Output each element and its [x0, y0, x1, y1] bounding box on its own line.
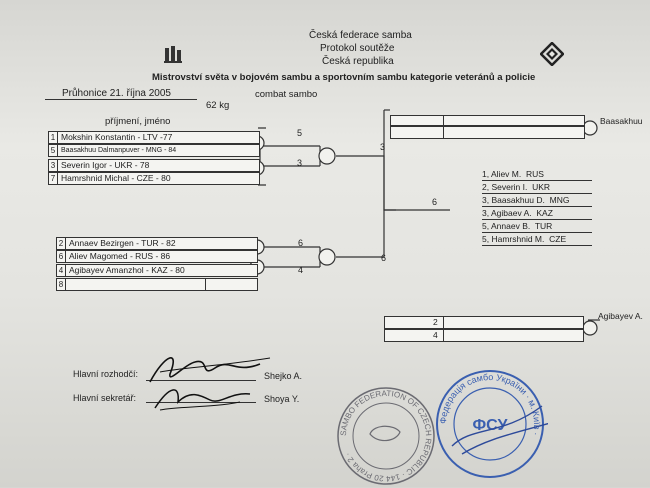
score-b-bottom: 4 — [298, 265, 304, 275]
championship-title: Mistrovství světa v bojovém sambu a sportovním sambu kategorie veteránů a policie — [152, 72, 536, 83]
entry-name: Aliev Magomed - RUS - 86 — [69, 251, 171, 261]
score-b-top: 6 — [298, 238, 304, 248]
czech-sambo-stamp — [334, 384, 438, 488]
entry-number: 6 — [57, 251, 66, 262]
result-name: Aliev M. — [491, 169, 522, 179]
repechage-divider — [443, 317, 444, 328]
result-name: Baasakhuu D. — [491, 195, 545, 205]
entry-row-b1 — [56, 237, 258, 250]
entry-row-a2 — [48, 144, 260, 157]
entry-number: 8 — [57, 279, 66, 290]
score-b-semi: 6 — [381, 253, 387, 263]
repechage-top-winner: Baasakhuu — [600, 116, 643, 126]
result-name: Annaev B. — [491, 221, 531, 231]
document-type: Protokol soutěže — [320, 43, 395, 54]
score-final: 6 — [432, 197, 438, 207]
result-row: 2, Severin I. UKR — [482, 182, 592, 194]
result-country: RUS — [525, 169, 544, 179]
score-a-top: 5 — [297, 128, 303, 138]
ukrainian-sambo-stamp — [432, 366, 548, 482]
discipline: combat sambo — [255, 89, 318, 100]
secretary-signature — [150, 380, 260, 420]
repechage-bottom-row2 — [384, 329, 584, 342]
result-country: CZE — [549, 234, 567, 244]
score-a-semi: 3 — [380, 142, 386, 152]
entry-number: 4 — [57, 265, 66, 276]
result-place: 5 — [482, 234, 487, 244]
repechage-bottom-row1 — [384, 316, 584, 329]
repechage-top-row1 — [390, 115, 585, 126]
entry-number: 7 — [49, 173, 58, 184]
repechage-number: 4 — [433, 330, 438, 340]
entry-row-a1 — [48, 131, 260, 144]
result-country: UKR — [532, 182, 551, 192]
entry-number: 2 — [57, 238, 66, 249]
column-header: příjmení, jméno — [105, 116, 171, 127]
score-a-bottom: 3 — [297, 158, 303, 168]
entry-row-b3 — [56, 264, 258, 277]
entry-row-a4 — [48, 172, 260, 185]
repechage-divider — [443, 127, 444, 138]
result-country: KAZ — [536, 208, 553, 218]
weight-category: 62 kg — [206, 100, 230, 111]
entry-name: Annaev Bezirgen - TUR - 82 — [69, 238, 176, 248]
entry-row-a3 — [48, 159, 260, 172]
result-name: Agibaev A. — [491, 208, 532, 218]
stamp-left-text: SAMBO FEDERATION OF CZECH REPUBLIC · 144 20 Praha 2 · — [338, 388, 434, 484]
stamp-right-center: ФСУ — [472, 417, 508, 434]
result-name: Severin I. — [491, 182, 528, 192]
entry-name: Mokshin Konstantin - LTV -77 — [61, 132, 173, 142]
entry-row-b2 — [56, 250, 258, 263]
bout-circle-rep-top — [583, 121, 597, 135]
place-date: Průhonice 21. října 2005 — [62, 88, 171, 99]
bout-circle-rep-bottom — [583, 321, 597, 335]
bout-circle-b3 — [319, 249, 335, 265]
repechage-divider — [443, 116, 444, 125]
result-row: 5, Hamrshnid M. CZE — [482, 234, 592, 246]
entry-row-b4 — [56, 278, 258, 291]
country-name: Česká republika — [322, 56, 394, 67]
entry-number: 3 — [49, 160, 58, 171]
result-place: 3 — [482, 195, 487, 205]
entry-divider — [205, 279, 206, 290]
result-name: Hamrshnid M. — [491, 234, 545, 244]
stamp-right-text: Федерація самбо України · м. Київ · — [437, 371, 543, 437]
org-name: Česká federace samba — [309, 30, 412, 41]
repechage-number: 2 — [433, 317, 438, 327]
repechage-divider — [443, 330, 444, 341]
result-country: TUR — [534, 221, 553, 231]
result-row: 3, Agibaev A. KAZ — [482, 208, 592, 220]
result-country: MNG — [549, 195, 570, 205]
entry-name: Baasakhuu Dalmanpuver - MNG - 84 — [61, 147, 177, 154]
result-place: 5 — [482, 221, 487, 231]
repechage-top-row2 — [390, 126, 585, 139]
entry-number: 5 — [49, 145, 58, 156]
result-place: 1 — [482, 169, 487, 179]
referee-label: Hlavní rozhodčí: — [73, 369, 139, 379]
referee-name: Shejko A. — [264, 371, 303, 381]
result-place: 3 — [482, 208, 487, 218]
secretary-label: Hlavní sekretář: — [73, 393, 137, 403]
repechage-bottom-winner: Agibayev A. — [598, 311, 643, 321]
entry-name: Hamrshnid Michal - CZE - 80 — [61, 173, 171, 183]
entry-name: Agibayev Amanzhol - KAZ - 80 — [69, 265, 185, 275]
secretary-name: Shoya Y. — [264, 394, 300, 404]
entry-number: 1 — [49, 132, 58, 143]
result-place: 2 — [482, 182, 487, 192]
result-row: 5, Annaev B. TUR — [482, 221, 592, 233]
result-row: 1, Aliev M. RUS — [482, 169, 592, 181]
bout-circle-a3 — [319, 148, 335, 164]
entry-name: Severin Igor - UKR - 78 — [61, 160, 150, 170]
result-row: 3, Baasakhuu D. MNG — [482, 195, 592, 207]
